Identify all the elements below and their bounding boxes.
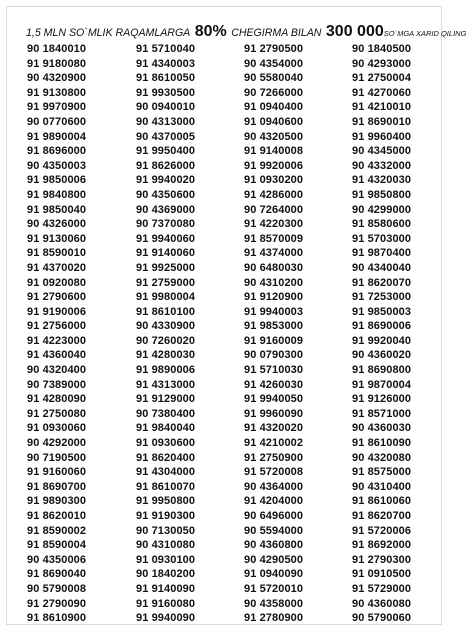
phone-number: 91 5729000 xyxy=(352,582,412,595)
phone-number: 91 0930060 xyxy=(27,422,87,435)
phone-number: 91 9920040 xyxy=(352,334,412,347)
phone-number: 91 4374000 xyxy=(244,247,304,260)
phone-number: 91 9840800 xyxy=(27,188,87,201)
phone-number: 91 8696000 xyxy=(27,145,87,158)
phone-number: 91 9940003 xyxy=(244,305,304,318)
phone-number: 91 8590010 xyxy=(27,247,87,260)
phone-number: 90 4326000 xyxy=(27,218,87,231)
phone-number: 91 9890300 xyxy=(27,495,87,508)
phone-number: 91 2790600 xyxy=(27,291,87,304)
phone-number: 91 9190300 xyxy=(136,510,196,522)
phone-number: 91 8610900 xyxy=(27,612,87,625)
phone-number: 90 5594000 xyxy=(244,524,304,537)
phone-number: 91 4370020 xyxy=(27,261,87,274)
phone-number: 90 7370080 xyxy=(136,218,196,231)
phone-number: 91 2790500 xyxy=(244,43,304,55)
phone-number: 91 8620070 xyxy=(352,276,412,289)
phone-number: 91 9850003 xyxy=(352,305,412,318)
phone-number: 91 9130060 xyxy=(27,232,87,245)
phone-number-grid xyxy=(27,42,447,626)
phone-number: 91 5720010 xyxy=(244,582,304,595)
phone-number: 90 0770600 xyxy=(27,115,87,128)
phone-number: 90 4354000 xyxy=(244,57,304,70)
phone-number: 91 9930500 xyxy=(136,86,196,99)
phone-number: 91 4320030 xyxy=(352,174,412,187)
phone-number: 91 9940020 xyxy=(136,174,196,187)
phone-number: 91 4260030 xyxy=(244,378,304,391)
phone-number: 91 5720008 xyxy=(244,466,304,479)
phone-number: 90 4358000 xyxy=(244,597,304,610)
phone-number: 90 1840200 xyxy=(136,568,196,581)
phone-number: 91 8620010 xyxy=(27,510,87,522)
phone-number: 90 6480030 xyxy=(244,261,304,274)
phone-number: 91 8575000 xyxy=(352,466,412,479)
phone-number: 91 0910500 xyxy=(352,568,412,581)
phone-number: 91 8610060 xyxy=(352,495,412,508)
phone-number: 91 8610100 xyxy=(136,305,196,318)
phone-number: 90 5580040 xyxy=(244,72,304,85)
phone-number: 90 7190500 xyxy=(27,451,87,464)
phone-number: 91 9140060 xyxy=(136,247,196,260)
phone-number: 91 8610050 xyxy=(136,72,196,85)
heading-lead: 1,5 MLN SO`MLIK RAQAMLARGA xyxy=(26,27,191,39)
phone-number: 91 9160060 xyxy=(27,466,87,479)
phone-number: 91 8690800 xyxy=(352,364,412,377)
phone-number: 91 9850006 xyxy=(27,174,87,187)
phone-number: 91 9850040 xyxy=(27,203,87,216)
phone-number: 90 0940010 xyxy=(136,101,196,114)
phone-number: 90 4350006 xyxy=(27,553,87,566)
phone-number: 91 8690006 xyxy=(352,320,412,333)
phone-number: 91 9870004 xyxy=(352,378,412,391)
phone-number: 90 1840010 xyxy=(27,43,87,55)
phone-number: 91 4210002 xyxy=(244,437,304,450)
phone-number: 91 4340003 xyxy=(136,57,196,70)
phone-number: 90 4360020 xyxy=(352,349,412,362)
phone-number: 91 9960090 xyxy=(244,407,304,420)
phone-number: 90 4310200 xyxy=(244,276,304,289)
phone-number: 91 9890004 xyxy=(27,130,87,143)
phone-number: 91 9140090 xyxy=(136,582,196,595)
phone-number: 91 9920006 xyxy=(244,159,304,172)
phone-number: 90 4360080 xyxy=(352,597,412,610)
phone-number: 90 4369000 xyxy=(136,203,196,216)
phone-number: 91 9853000 xyxy=(244,320,304,333)
phone-number: 91 0920080 xyxy=(27,276,87,289)
phone-number: 91 4280090 xyxy=(27,393,87,406)
phone-number: 91 9850800 xyxy=(352,188,412,201)
phone-number: 91 8610070 xyxy=(136,480,196,493)
phone-number: 91 9970900 xyxy=(27,101,87,114)
phone-number: 91 0940600 xyxy=(244,115,304,128)
phone-number: 90 7389000 xyxy=(27,378,87,391)
phone-number: 90 4320400 xyxy=(27,364,87,377)
phone-number: 91 9130800 xyxy=(27,86,87,99)
phone-number: 90 4320080 xyxy=(352,451,412,464)
phone-number: 91 4286000 xyxy=(244,188,304,201)
phone-number: 90 4293000 xyxy=(352,57,412,70)
phone-number: 90 4320900 xyxy=(27,72,87,85)
phone-number: 90 4313000 xyxy=(136,115,196,128)
phone-number: 91 9940090 xyxy=(136,612,196,625)
phone-number: 90 4350600 xyxy=(136,188,196,201)
phone-number: 91 7253000 xyxy=(352,291,412,304)
phone-number: 90 6496000 xyxy=(244,510,304,522)
phone-number: 91 9980004 xyxy=(136,291,196,304)
phone-number: 91 2750900 xyxy=(244,451,304,464)
phone-number: 91 2790090 xyxy=(27,597,87,610)
phone-number: 91 2759000 xyxy=(136,276,196,289)
phone-number: 91 4220300 xyxy=(244,218,304,231)
phone-number: 91 2750080 xyxy=(27,407,87,420)
phone-number: 91 9160009 xyxy=(244,334,304,347)
phone-number: 91 8580600 xyxy=(352,218,412,231)
phone-number: 91 9925000 xyxy=(136,261,196,274)
phone-number: 90 4332000 xyxy=(352,159,412,172)
phone-number: 91 0940400 xyxy=(244,101,304,114)
phone-number: 91 8571000 xyxy=(352,407,412,420)
phone-number: 91 8690040 xyxy=(27,568,87,581)
phone-number: 91 9870400 xyxy=(352,247,412,260)
phone-number: 91 8692000 xyxy=(352,539,412,552)
phone-number: 91 2790300 xyxy=(352,553,412,566)
phone-number: 90 4290500 xyxy=(244,553,304,566)
phone-number: 90 7380400 xyxy=(136,407,196,420)
heading-middle: CHEGIRMA BILAN xyxy=(231,27,322,39)
phone-number: 90 4364000 xyxy=(244,480,304,493)
phone-number: 91 2756000 xyxy=(27,320,87,333)
phone-number: 91 4320020 xyxy=(244,422,304,435)
phone-number: 90 7266000 xyxy=(244,86,304,99)
phone-number: 91 9890006 xyxy=(136,364,196,377)
phone-number: 90 4360030 xyxy=(352,422,412,435)
phone-number: 91 9960400 xyxy=(352,130,412,143)
phone-number: 90 4370005 xyxy=(136,130,196,143)
phone-number: 91 8590002 xyxy=(27,524,87,537)
phone-number: 91 4210010 xyxy=(352,101,412,114)
phone-number: 90 7264000 xyxy=(244,203,304,216)
phone-number: 91 4304000 xyxy=(136,466,196,479)
phone-number: 91 8620700 xyxy=(352,510,412,522)
phone-number: 91 8690010 xyxy=(352,115,412,128)
phone-number: 91 5710040 xyxy=(136,43,196,55)
phone-number: 91 4313000 xyxy=(136,378,196,391)
phone-number: 90 4320500 xyxy=(244,130,304,143)
phone-number: 91 5710030 xyxy=(244,364,304,377)
phone-number: 91 5703000 xyxy=(352,232,412,245)
phone-number: 91 4223000 xyxy=(27,334,87,347)
phone-number: 91 9840040 xyxy=(136,422,196,435)
phone-number: 90 4340040 xyxy=(352,261,412,274)
phone-number: 91 9129000 xyxy=(136,393,196,406)
phone-number: 91 9950400 xyxy=(136,145,196,158)
phone-number: 90 0790300 xyxy=(244,349,304,362)
phone-number: 91 9190006 xyxy=(27,305,87,318)
phone-number: 91 8626000 xyxy=(136,159,196,172)
phone-number: 91 4270060 xyxy=(352,86,412,99)
phone-number: 90 4330900 xyxy=(136,320,196,333)
phone-number: 91 9120900 xyxy=(244,291,304,304)
phone-number: 91 0930100 xyxy=(136,553,196,566)
phone-number: 90 4292000 xyxy=(27,437,87,450)
phone-number: 91 2750004 xyxy=(352,72,412,85)
phone-number: 90 5790008 xyxy=(27,582,87,595)
phone-number: 91 8570009 xyxy=(244,232,304,245)
phone-number: 91 4280030 xyxy=(136,349,196,362)
heading-discount: 80% xyxy=(194,23,227,40)
phone-number: 91 5720006 xyxy=(352,524,412,537)
phone-number: 91 8590004 xyxy=(27,539,87,552)
phone-number: 91 0930200 xyxy=(244,174,304,187)
heading-tail: SO`MGA XARID QILING xyxy=(383,29,466,38)
phone-number: 90 4299000 xyxy=(352,203,412,216)
phone-number: 91 9950800 xyxy=(136,495,196,508)
heading-price: 300 000 xyxy=(325,23,384,40)
phone-number: 91 8620400 xyxy=(136,451,196,464)
phone-number: 91 8610090 xyxy=(352,437,412,450)
phone-number: 91 9940060 xyxy=(136,232,196,245)
phone-number: 91 9140008 xyxy=(244,145,304,158)
phone-number: 91 8690700 xyxy=(27,480,87,493)
phone-number: 90 7260020 xyxy=(136,334,196,347)
phone-number: 90 4345000 xyxy=(352,145,412,158)
phone-number: 90 7130050 xyxy=(136,524,196,537)
phone-number: 90 4350003 xyxy=(27,159,87,172)
phone-number: 90 5790060 xyxy=(352,612,412,625)
phone-number: 91 9126000 xyxy=(352,393,412,406)
phone-number: 91 4204000 xyxy=(244,495,304,508)
phone-number: 91 0940090 xyxy=(244,568,304,581)
phone-number: 90 4360800 xyxy=(244,539,304,552)
phone-number: 90 4310080 xyxy=(136,539,196,552)
phone-number: 90 1840500 xyxy=(352,43,412,55)
phone-number: 91 0930600 xyxy=(136,437,196,450)
phone-number: 91 4360040 xyxy=(27,349,87,362)
phone-number: 91 2780900 xyxy=(244,612,304,625)
phone-number: 91 9160080 xyxy=(136,597,196,610)
phone-number: 90 4310400 xyxy=(352,480,412,493)
phone-number: 91 9940050 xyxy=(244,393,304,406)
phone-number: 91 9180080 xyxy=(27,57,87,70)
